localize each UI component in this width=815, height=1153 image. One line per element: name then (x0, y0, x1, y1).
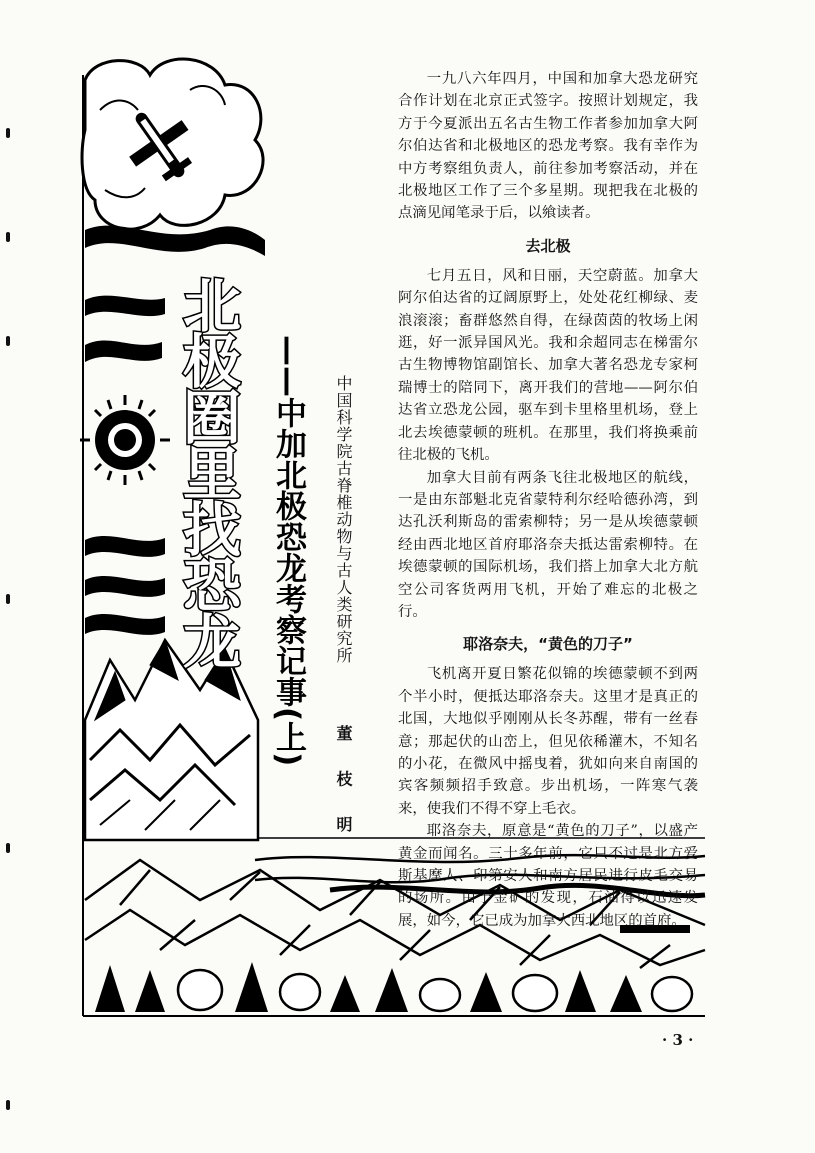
paragraph: 飞机离开夏日繁花似锦的埃德蒙顿不到两个半小时，便抵达耶洛奈夫。这里才是真正的北国，大地似乎刚刚从长冬苏醒，带有一丝春意；那起伏的山峦上，但见依稀灌木，不知名的小花，在微风中摇曳着，犹如向来自南国的宾客频频招手致意。步出机场，一阵寒气袭来，使我们不得不穿上毛衣。 (398, 666, 698, 817)
sun-icon (80, 395, 170, 485)
article-subtitle: ——中加北极恐龙考察记事(上) (270, 335, 306, 767)
binding-mark (6, 594, 10, 604)
paragraph: 耶洛奈夫，原意是“黄色的刀子”，以盛产黄金而闻名。三十多年前，它只不过是北方爱斯基摩人、印第安人和南方居民进行皮毛交易的场所。由于金矿的发现，石油得以迅速发展，如今，它已成为加拿大西北地区的首府。 (398, 823, 698, 929)
binding-mark (6, 1100, 10, 1110)
cloud-icon (82, 59, 263, 229)
mountain-illustration (85, 640, 258, 840)
paragraph: 加拿大目前有两条飞往北极地区的航线，一是由东部魁北克省蒙特利尔经哈德孙湾，到达孔沃利斯岛的雷索柳特；另一是从埃德蒙顿经由西北地区首府耶洛奈夫抵达雷索柳特。在埃德蒙顿的国际机场，我们搭上加拿大北方航空公司客货两用飞机，开始了难忘的北极之行。 (398, 469, 698, 620)
tree-illustration (95, 925, 692, 1012)
binding-mark (6, 843, 10, 853)
section-heading: 耶洛奈夫，“黄色的刀子” (463, 635, 633, 654)
author-affiliation: 中国科学院古脊椎动物与古人类研究所 (334, 375, 353, 664)
binding-mark (6, 232, 10, 242)
intro-paragraph: 一九八六年四月，中国和加拿大恐龙研究合作计划在北京正式签字。按照计划规定，我方于今夏派出五名古生物工作者参加加拿大阿尔伯达省和北极地区的恐龙考察。我有幸作为中方考察组负责人，前往参加考察活动，并在北极地区工作了三个多星期。现把我在北极的点滴见闻笔录于后，以飨读者。 (398, 71, 698, 222)
page-number: · 3 · (662, 1031, 694, 1049)
section-heading: 去北极 (525, 236, 571, 255)
article-title: 北极圈里找恐龙 (173, 275, 241, 667)
paragraph: 七月五日，风和日丽，天空蔚蓝。加拿大阿尔伯达省的辽阔原野上，处处花红柳绿、麦浪滚滚；畜群悠然自得，在绿茵茵的牧场上闲逛，好一派异国风光。我和余超同志在梯雷尔古生物博物馆副馆长、加拿大著名恐龙专家柯瑞博士的陪同下，离开我们的营地——阿尔伯达省立恐龙公园，驱车到卡里格里机场，登上北去埃德蒙顿的班机。在那里，我们将换乘前往北极的飞机。 (398, 267, 698, 464)
author-name: 董 枝 明 (334, 725, 353, 845)
article-body (398, 68, 698, 932)
binding-mark (6, 128, 10, 138)
binding-mark (6, 336, 10, 346)
